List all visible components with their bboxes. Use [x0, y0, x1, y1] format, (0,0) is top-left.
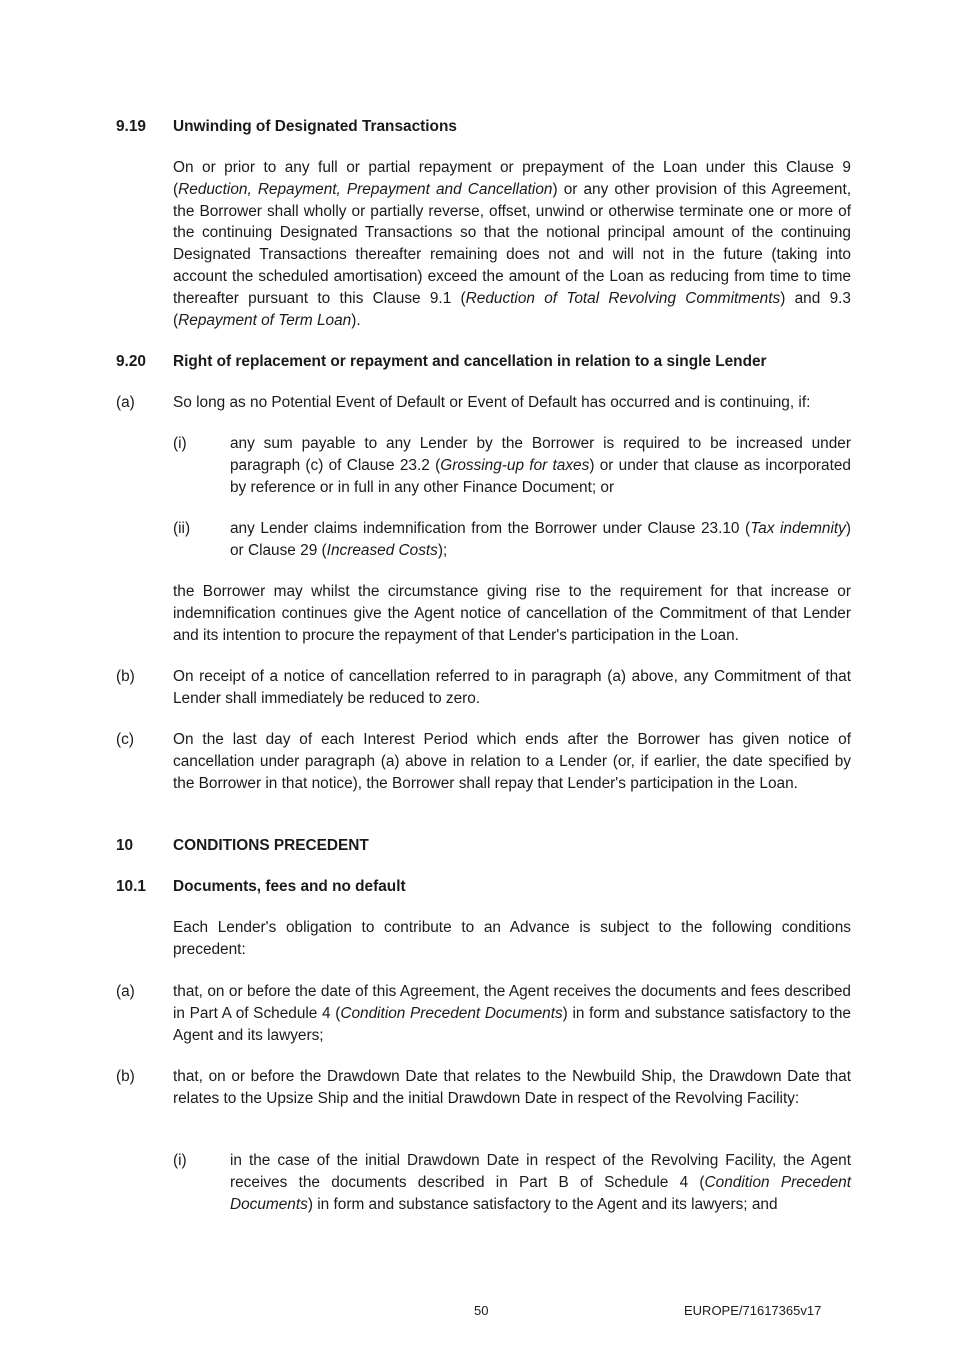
clause-number: 10 — [116, 837, 134, 854]
text-run: ) in form and substance satisfactory to the Agent and its lawyers; — [173, 1004, 851, 1044]
text-run: ) or any other provision of this Agreement, the Borrower shall wholly or partially reverse, offset, unwind or otherwise terminate one or more of the continuing Designated Transactions so that the notional principal amount of the continuing Designated Transactions thereafter remaining does not and will not in the future (taking into account the scheduled amortisation) exceed the amount of the Loan as reducing from time to time thereafter pursuant to this Clause 9.1 ( — [173, 180, 851, 307]
subparagraph-text — [230, 433, 851, 498]
italic-ref: Tax indemnity — [750, 520, 846, 537]
subparagraph-text — [230, 1150, 851, 1215]
paragraph-text: On the last day of each Interest Period which ends after the Borrower has given notice of cancellation under paragraph (a) above in relation to a Lender (or, if earlier, the date specified by the Borrower in that notice), the Borrower shall repay that Lender's participation in the Loan. — [173, 731, 851, 792]
paragraph-label: (b) — [116, 668, 135, 685]
text-run: in the case of the initial Drawdown Date in respect of the Revolving Facility, the Agent receives the documents described in Part B of Schedule 4 ( — [230, 1152, 851, 1191]
text-run: ) or Clause 29 ( — [230, 520, 852, 559]
italic-ref: Condition Precedent Documents — [340, 1004, 563, 1022]
clause-title: Unwinding of Designated Transactions — [173, 118, 457, 135]
paragraph-text: the Borrower may whilst the circumstance giving rise to the requirement for that increase or indemnification continues give the Agent notice of cancellation of the Commitment of that Lender and its intention to procure the repayment of that Lender's participation in the Loan. — [173, 583, 851, 644]
paragraph-text: Each Lender's obligation to contribute to an Advance is subject to the following conditions precedent: — [173, 919, 851, 958]
italic-ref: Reduction of Total Revolving Commitments — [465, 289, 781, 307]
italic-ref: Repayment of Term Loan — [178, 311, 352, 329]
subparagraph-text — [230, 518, 851, 562]
text-run: any Lender claims indemnification from the Borrower under Clause 23.10 ( — [230, 520, 751, 537]
page-number: 50 — [474, 1303, 489, 1318]
text-run: ) or under that clause as incorporated by reference or in full in any other Finance Document; or — [230, 456, 851, 496]
paragraph-label: (a) — [116, 983, 135, 1000]
text-run: ) and 9.3 ( — [173, 289, 851, 329]
text-run: ); — [437, 541, 448, 559]
italic-ref: Reduction, Repayment, Prepayment and Cancellation — [178, 180, 553, 198]
paragraph-text: that, on or before the Drawdown Date that relates to the Newbuild Ship, the Drawdown Date that relates to the Upsize Ship and the initial Drawdown Date in respect of the Revolving Facility: — [173, 1068, 851, 1107]
clause-number: 9.19 — [116, 118, 146, 135]
text-run: any sum payable to any Lender by the Borrower is required to be increased under paragraph (c) of Clause 23.2 ( — [230, 435, 851, 474]
paragraph-label: (b) — [116, 1068, 135, 1085]
text-run: On or prior to any full or partial repayment or prepayment of the Loan under this Clause 9 ( — [173, 159, 851, 198]
text-run: ). — [351, 311, 361, 329]
paragraph-text: So long as no Potential Event of Default or Event of Default has occurred and is continuing, if: — [173, 394, 811, 411]
paragraph-text: On receipt of a notice of cancellation referred to in paragraph (a) above, any Commitment of that Lender shall immediately be reduced to zero. — [173, 668, 851, 707]
italic-ref: Grossing-up for taxes — [440, 456, 590, 474]
text-run: that, on or before the date of this Agreement, the Agent receives the documents and fees described in Part A of Schedule 4 ( — [173, 983, 851, 1022]
clause-number: 9.20 — [116, 353, 146, 370]
document-reference: EUROPE/71617365v17 — [684, 1303, 822, 1318]
clause-number: 10.1 — [116, 878, 146, 895]
clause-title: CONDITIONS PRECEDENT — [173, 837, 369, 854]
italic-ref: Condition Precedent Documents — [230, 1173, 851, 1213]
subparagraph-label: (i) — [173, 435, 187, 452]
paragraph-text — [173, 981, 851, 1046]
text-run: ) in form and substance satisfactory to the Agent and its lawyers; and — [307, 1195, 778, 1213]
clause-title: Right of replacement or repayment and cancellation in relation to a single Lender — [173, 353, 767, 370]
subparagraph-label: (i) — [173, 1152, 187, 1169]
subparagraph-label: (ii) — [173, 520, 191, 537]
italic-ref: Increased Costs — [326, 541, 438, 559]
paragraph-label: (a) — [116, 394, 135, 411]
clause-paragraph — [173, 157, 851, 331]
clause-title: Documents, fees and no default — [173, 878, 406, 895]
paragraph-label: (c) — [116, 731, 134, 748]
